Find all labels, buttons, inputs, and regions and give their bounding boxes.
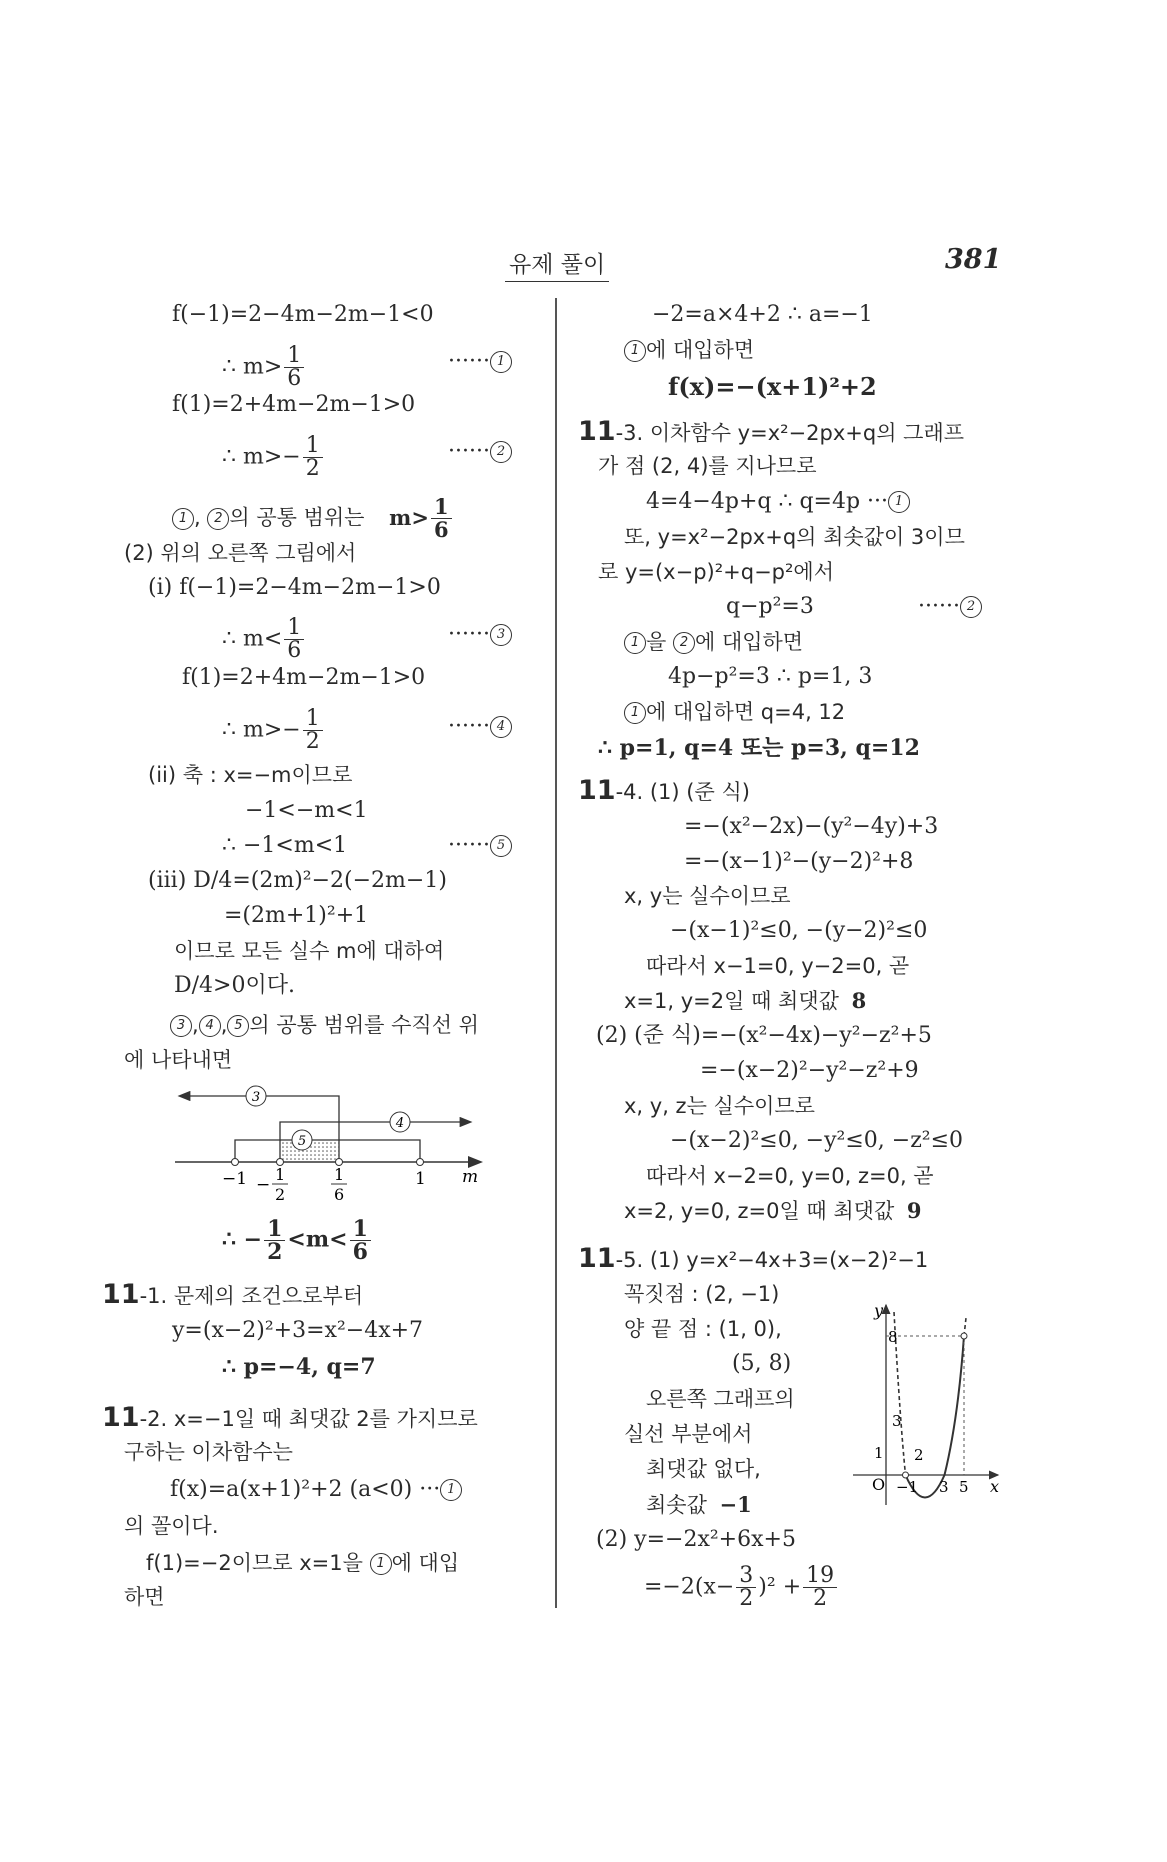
eq-line — [646, 487, 910, 517]
eq-line — [222, 435, 325, 480]
eq-line: =−(x−1)²−(y−2)²+8 — [684, 849, 914, 874]
eq-line: =−(x²−2x)−(y²−4y)+3 — [684, 814, 939, 839]
fraction — [350, 1218, 371, 1263]
numerator: 1 — [303, 435, 323, 458]
text-line: x, y, z는 실수이므로 — [624, 1094, 815, 1118]
text-line: 오른쪽 그래프의 — [646, 1387, 795, 1411]
eq-line: (2) (준 식)=−(x²−4x)−y²−z²+5 — [596, 1023, 932, 1048]
eq-text: 최솟값 — [646, 1493, 707, 1517]
dots: ······ — [448, 833, 490, 858]
text-line: 따라서 x−1=0, y−2=0, 곧 — [646, 954, 910, 978]
tick-label: 1 — [275, 1165, 286, 1184]
eq-line — [222, 617, 306, 662]
eq-text: 에 대입하면 q=4, 12 — [646, 700, 846, 724]
numerator: 19 — [803, 1565, 837, 1588]
eq-line — [222, 1218, 373, 1263]
problem-number: 11 — [578, 416, 616, 447]
axis-label: m — [462, 1167, 479, 1187]
eq-line: −2=a×4+2 ∴ a=−1 — [652, 302, 873, 327]
problem-11-4 — [578, 776, 750, 807]
denominator: 6 — [287, 366, 302, 391]
dots: ······ — [448, 439, 490, 464]
problem-number: 11 — [102, 1402, 140, 1433]
tick-label: 2 — [275, 1185, 286, 1204]
denominator: 6 — [352, 1239, 368, 1265]
marker-3-icon: 3 — [170, 1015, 192, 1037]
eq-text: , — [194, 505, 208, 530]
page-number: 381 — [945, 244, 1002, 275]
tick-label: 1 — [334, 1165, 345, 1184]
text-line — [624, 1196, 922, 1226]
text-line — [624, 986, 866, 1016]
eq-line: 4p−p²=3 ∴ p=1, 3 — [668, 664, 873, 689]
fraction — [284, 345, 304, 390]
eq-line — [222, 345, 306, 390]
text-line: 실선 부분에서 — [624, 1422, 753, 1446]
denominator: 2 — [305, 456, 320, 481]
tick-label: 6 — [334, 1185, 345, 1204]
eq-text: m> — [389, 504, 429, 530]
eq-text: ∴ m>− — [222, 444, 301, 470]
fraction — [264, 1218, 285, 1263]
eq-line — [644, 1565, 839, 1610]
eq-text: 에 대입하면 — [646, 338, 755, 362]
tick-label: 1 — [415, 1169, 426, 1189]
eq-line: (iii) D/4=(2m)²−2(−2m−1) — [148, 868, 447, 893]
fraction — [303, 708, 323, 753]
numerator: 1 — [284, 345, 304, 368]
eq-dots — [448, 347, 512, 377]
problem-11-5 — [578, 1244, 928, 1275]
denominator: 2 — [267, 1239, 283, 1265]
text-line: x, y는 실수이므로 — [624, 884, 791, 908]
marker-1-icon: 1 — [624, 702, 646, 724]
text-line — [646, 1490, 752, 1520]
text-line: 따라서 x−2=0, y=0, z=0, 곧 — [646, 1164, 934, 1188]
eq-text: x=2, y=0, z=0일 때 최댓값 — [624, 1199, 895, 1223]
eq-line: f(−1)=2−4m−2m−1<0 — [172, 302, 434, 327]
eq-line: =−(x−2)²−y²−z²+9 — [700, 1058, 919, 1083]
problem-11-1 — [102, 1280, 363, 1311]
eq-text: 에 대입 — [391, 1551, 460, 1575]
marker-1-icon: 1 — [624, 632, 646, 654]
eq-line: f(1)=2+4m−2m−1>0 — [172, 392, 416, 417]
problem-text: -2. x=−1일 때 최댓값 2를 가지므로 — [139, 1407, 478, 1431]
text-line: 의 꼴이다. — [124, 1514, 219, 1538]
eq-text: ∴ m< — [222, 626, 283, 652]
eq-dots — [448, 831, 512, 861]
problem-text: -1. 문제의 조건으로부터 — [139, 1284, 364, 1308]
eq-line: (2) y=−2x²+6x+5 — [596, 1527, 796, 1552]
dots: ······ — [918, 594, 960, 619]
eq-dots — [448, 620, 512, 650]
text-line: 이므로 모든 실수 m에 대하여 — [174, 939, 445, 963]
axis-label: y — [874, 1301, 884, 1320]
parabola-graph — [848, 1300, 1008, 1510]
eq-text: ∴ m> — [222, 354, 283, 380]
eq-text: 의 공통 범위는 — [229, 505, 365, 530]
answer: 9 — [906, 1198, 922, 1223]
marker-1-icon: 1 — [172, 508, 194, 530]
eq-line: q−p²=3 — [726, 594, 814, 619]
eq-text: f(1)=−2이므로 x=1을 — [146, 1551, 363, 1575]
problem-11-2 — [102, 1403, 478, 1434]
marker-4-icon: 4 — [199, 1015, 221, 1037]
marker-4-label: 4 — [395, 1116, 405, 1131]
eq-line: (i) f(−1)=2−4m−2m−1>0 — [148, 575, 441, 600]
text-line: 가 점 (2, 4)를 지나므로 — [598, 454, 817, 478]
text-line: D/4>0이다. — [174, 973, 295, 998]
marker-1-icon: 1 — [888, 491, 910, 513]
marker-2-icon: 2 — [960, 596, 982, 618]
eq-text: 4=4−4p+q ∴ q=4p ··· — [646, 489, 889, 514]
eq-answer: ∴ p=−4, q=7 — [222, 1354, 376, 1380]
marker-2-icon: 2 — [490, 441, 512, 463]
eq-line: y=(x−2)²+3=x²−4x+7 — [172, 1318, 424, 1343]
tick-label: 3 — [892, 1412, 902, 1430]
marker-5-icon: 5 — [490, 835, 512, 857]
fraction — [803, 1565, 837, 1610]
eq-text: ∴ m>− — [222, 717, 301, 743]
text-line: 양 끝 점 : (1, 0), — [624, 1317, 782, 1341]
eq-line: −(x−1)²≤0, −(y−2)²≤0 — [670, 918, 928, 943]
eq-text: f(x)=a(x+1)²+2 (a<0) ··· — [170, 1477, 441, 1502]
eq-text: x=1, y=2일 때 최댓값 — [624, 989, 839, 1013]
eq-text: 의 공통 범위를 수직선 위 — [249, 1013, 479, 1037]
answer: 8 — [851, 988, 867, 1013]
text-line: 3 , 4 , 5 의 공통 범위를 수직선 위 — [170, 1010, 479, 1040]
problem-number: 11 — [102, 1279, 140, 1310]
denominator: 6 — [433, 517, 449, 542]
eq-line — [170, 1475, 462, 1505]
text-line: 또, y=x²−2px+q의 최솟값이 3이므 — [624, 525, 965, 549]
numerator: 1 — [303, 708, 323, 731]
marker-4-icon: 4 — [490, 716, 512, 738]
marker-2-icon: 2 — [673, 632, 695, 654]
eq-line — [172, 496, 454, 541]
marker-3-label: 3 — [251, 1090, 261, 1105]
marker-1-icon: 1 — [370, 1553, 392, 1575]
tick-label: 8 — [888, 1328, 898, 1346]
text-line: 로 y=(x−p)²+q−p²에서 — [598, 560, 834, 584]
eq-line: f(1)=2+4m−2m−1>0 — [182, 665, 426, 690]
dots: ······ — [448, 622, 490, 647]
text-line: 최댓값 없다, — [646, 1457, 761, 1481]
eq-line: −(x−2)²≤0, −y²≤0, −z²≤0 — [670, 1128, 964, 1153]
tick-label: 1 — [874, 1444, 884, 1462]
eq-text: =−2(x− — [644, 1574, 735, 1600]
eq-dots — [448, 712, 512, 742]
eq-line: (5, 8) — [732, 1351, 792, 1376]
text-line: 꼭짓점 : (2, −1) — [624, 1282, 780, 1306]
text-line — [624, 697, 845, 727]
origin-label: O — [872, 1475, 886, 1494]
denominator: 2 — [813, 1586, 828, 1611]
point-open — [232, 1159, 239, 1166]
text-line: 하면 — [124, 1585, 165, 1609]
numerator: 1 — [350, 1218, 371, 1241]
text-line: 에 나타내면 — [124, 1048, 233, 1072]
eq-dots — [918, 592, 982, 622]
numerator: 3 — [736, 1565, 756, 1588]
numerator: 1 — [431, 496, 452, 519]
numerator: 1 — [284, 617, 304, 640]
parabola-solid — [906, 1336, 965, 1498]
answer: −1 — [719, 1492, 752, 1517]
fraction — [303, 435, 323, 480]
problem-number: 11 — [578, 775, 616, 806]
number-line-figure — [170, 1078, 490, 1208]
eq-answer: f(x)=−(x+1)²+2 — [668, 372, 877, 401]
text-line: (2) 위의 오른쪽 그림에서 — [124, 541, 357, 565]
problem-number: 11 — [578, 1243, 616, 1274]
dots: ······ — [448, 714, 490, 739]
marker-5-label: 5 — [297, 1134, 307, 1149]
denominator: 6 — [287, 638, 302, 663]
tick-label: 2 — [914, 1446, 924, 1464]
tick-label: − — [256, 1175, 271, 1195]
axis-label: x — [990, 1477, 1000, 1496]
page-header-title: 유제 풀이 — [505, 246, 609, 282]
eq-answer: ∴ p=1, q=4 또는 p=3, q=12 — [598, 735, 920, 761]
problem-text: -5. (1) y=x²−4x+3=(x−2)²−1 — [615, 1248, 929, 1272]
eq-line: =(2m+1)²+1 — [224, 903, 369, 928]
tick-label: −1 — [222, 1169, 248, 1189]
eq-text: ∴ − — [222, 1226, 263, 1253]
eq-text: <m< — [287, 1226, 348, 1253]
fraction — [284, 617, 304, 662]
fraction — [431, 496, 452, 541]
eq-dots — [448, 437, 512, 467]
column-divider — [555, 298, 557, 1608]
marker-1-icon: 1 — [440, 1479, 462, 1501]
eq-text: )² + — [758, 1574, 802, 1600]
text-line — [146, 1548, 459, 1578]
eq-text: 에 대입하면 — [694, 630, 804, 654]
marker-1-icon: 1 — [624, 340, 646, 362]
denominator: 2 — [739, 1586, 754, 1611]
text-line: 구하는 이차함수는 — [124, 1440, 293, 1464]
problem-11-3 — [578, 417, 964, 448]
problem-text: -4. (1) (준 식) — [615, 780, 750, 804]
eq-line: ∴ −1<m<1 — [222, 833, 348, 858]
eq-line: −1<−m<1 — [245, 798, 368, 823]
marker-3-icon: 3 — [490, 624, 512, 646]
tick-label: 5 — [959, 1478, 969, 1496]
denominator: 2 — [305, 729, 320, 754]
fraction — [736, 1565, 756, 1610]
marker-5-icon: 5 — [227, 1015, 249, 1037]
text-line: (ii) 축 : x=−m이므로 — [148, 763, 353, 787]
marker-2-icon: 2 — [207, 508, 229, 530]
point-open — [417, 1159, 424, 1166]
tick-label: −1 — [896, 1478, 919, 1496]
eq-text: 을 — [646, 630, 667, 654]
text-line — [624, 627, 803, 657]
problem-text: -3. 이차함수 y=x²−2px+q의 그래프 — [615, 421, 965, 445]
numerator: 1 — [264, 1218, 285, 1241]
eq-line — [222, 708, 325, 753]
tick-label: 3 — [939, 1478, 949, 1496]
dots: ······ — [448, 349, 490, 374]
text-line — [624, 335, 754, 365]
marker-1-icon: 1 — [490, 351, 512, 373]
